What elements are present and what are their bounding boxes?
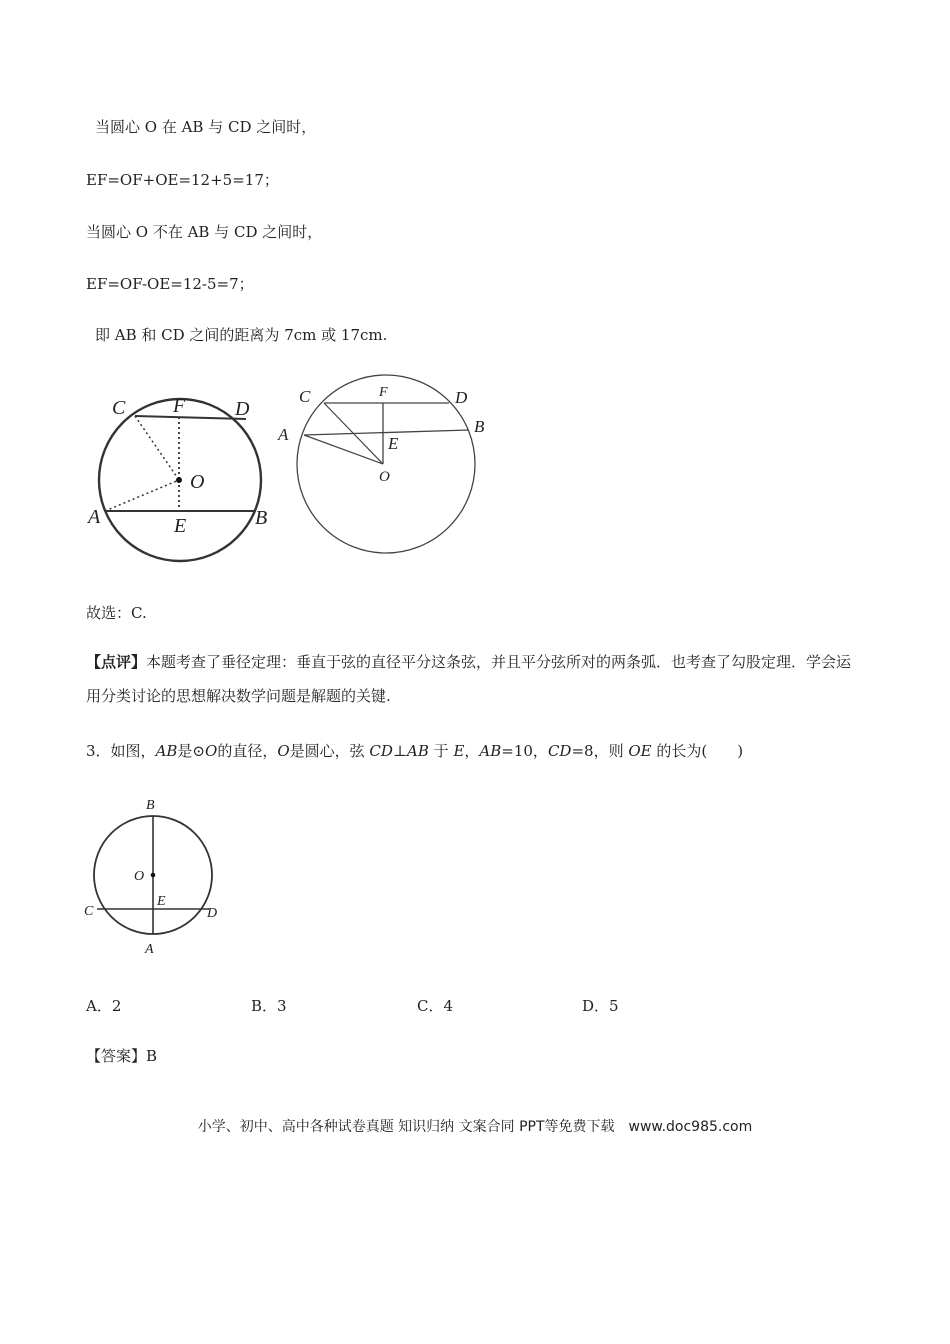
solution-line-4: EF=OF-OE=12-5=7； bbox=[86, 275, 254, 293]
q-text: 如图， bbox=[110, 742, 156, 760]
label-a: A bbox=[88, 506, 101, 528]
label-e: E bbox=[388, 434, 399, 453]
label-d: D bbox=[207, 906, 218, 921]
q-text: =10， bbox=[501, 742, 548, 760]
solution-line-3: 当圆心 O 不在 AB 与 CD 之间时， bbox=[86, 223, 323, 241]
q-text: ⊥ bbox=[392, 742, 408, 760]
comment-paragraph bbox=[86, 645, 866, 713]
label-d: D bbox=[235, 398, 250, 420]
q-text: 是圆心，弦 bbox=[289, 742, 370, 760]
label-c: C bbox=[299, 387, 311, 406]
q-text: 的直径， bbox=[217, 742, 278, 760]
center-point bbox=[176, 477, 182, 483]
q-var: O bbox=[205, 742, 218, 760]
option-a: A．2 bbox=[86, 997, 122, 1015]
segment-oa bbox=[304, 435, 383, 464]
segment-oc bbox=[135, 416, 179, 480]
figure-question-3 bbox=[82, 795, 227, 960]
q-var: AB bbox=[155, 742, 178, 760]
label-a: A bbox=[145, 942, 154, 957]
label-d: D bbox=[455, 388, 468, 407]
label-e: E bbox=[174, 515, 187, 537]
option-c: C．4 bbox=[417, 997, 454, 1015]
solution-line-2: EF=OF+OE=12+5=17； bbox=[86, 171, 279, 189]
label-o: O bbox=[379, 469, 390, 485]
comment-tag: 【点评】 bbox=[86, 653, 147, 671]
question-3 bbox=[86, 741, 743, 761]
label-a: A bbox=[278, 425, 289, 444]
center-point bbox=[151, 873, 156, 878]
q-var: CD bbox=[547, 742, 572, 760]
q-var: AB bbox=[479, 742, 502, 760]
option-d: D．5 bbox=[582, 997, 619, 1015]
label-c: C bbox=[84, 904, 94, 919]
figure-circle-case-2 bbox=[275, 378, 495, 558]
q-text: =8，则 bbox=[571, 742, 629, 760]
q-var: E bbox=[453, 742, 465, 760]
label-o: O bbox=[190, 471, 205, 493]
option-b: B．3 bbox=[251, 997, 287, 1015]
label-b: B bbox=[474, 417, 485, 436]
q-var: CD bbox=[369, 742, 393, 760]
q-var: AB bbox=[407, 742, 429, 760]
label-o: O bbox=[134, 869, 145, 884]
segment-oa bbox=[105, 480, 179, 511]
label-c: C bbox=[112, 397, 126, 419]
q-text: ， bbox=[464, 742, 480, 760]
q-text: 于 bbox=[428, 742, 454, 760]
label-e: E bbox=[157, 894, 166, 909]
label-f: F bbox=[173, 395, 186, 417]
question-number: 3． bbox=[86, 742, 111, 760]
circle bbox=[297, 375, 475, 553]
q-text: 是⊙ bbox=[177, 742, 205, 760]
label-b: B bbox=[255, 507, 268, 529]
answer-line: 【答案】B bbox=[86, 1047, 158, 1065]
label-f: F bbox=[379, 385, 388, 400]
solution-line-5: 即 AB 和 CD 之间的距离为 7cm 或 17cm. bbox=[95, 326, 388, 344]
q-var: O bbox=[277, 742, 290, 760]
chord-ab bbox=[304, 430, 469, 435]
figure-circle-case-1 bbox=[80, 390, 280, 575]
label-b: B bbox=[146, 798, 155, 813]
footer-text: 小学、初中、高中各种试卷真题 知识归纳 文案合同 PPT等免费下载 www.doc985.com bbox=[197, 1119, 753, 1135]
q-var: OE bbox=[628, 742, 652, 760]
choice-line: 故选：C. bbox=[86, 604, 147, 622]
comment-text: 本题考查了垂径定理：垂直于弦的直径平分这条弦，并且平分弦所对的两条弧．也考查了勾股定理．学会运用分类讨论的思想解决数学问题是解题的关键. bbox=[86, 653, 852, 705]
solution-line-1: 当圆心 O 在 AB 与 CD 之间时， bbox=[95, 118, 317, 136]
q-text: 的长为( ) bbox=[651, 742, 744, 760]
